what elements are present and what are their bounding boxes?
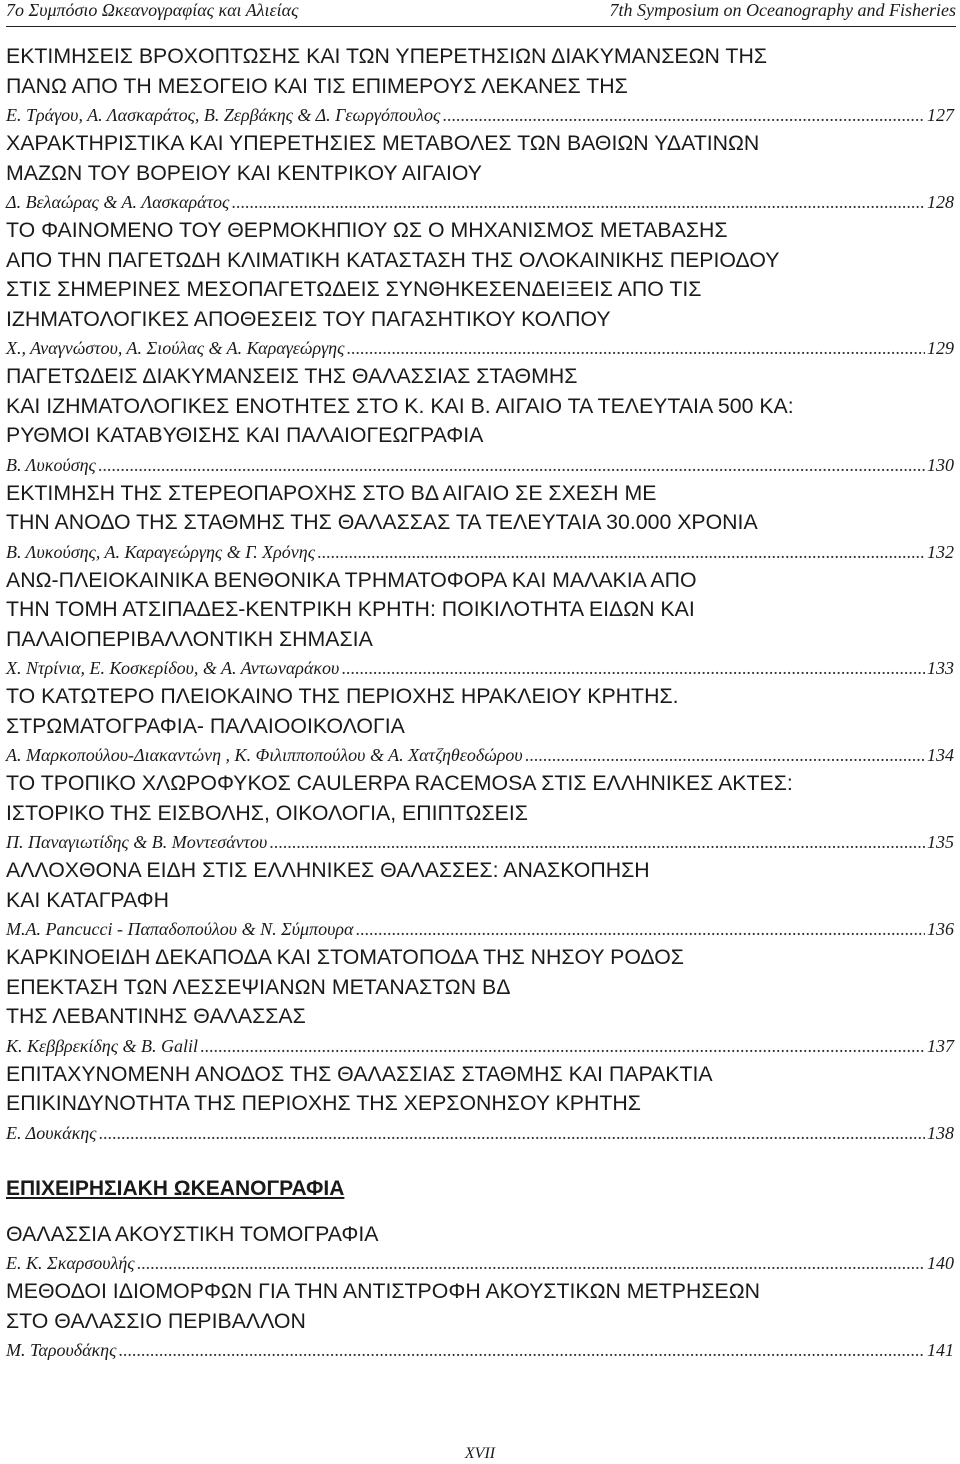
entry-authors: Κ. Κεββρεκίδης & Β. Galil (6, 1035, 199, 1056)
entry-page-number: 128 (927, 192, 954, 212)
toc-entry (6, 566, 954, 683)
entry-author-line (6, 1249, 954, 1277)
entry-authors: Μ.Α. Pancucci - Παπαδοπούλου & Ν. Σύμπουρα (6, 919, 354, 939)
entry-title-line: ΤΗΝ ΑΝΟΔΟ ΤΗΣ ΣΤΑΘΜΗΣ ΤΗΣ ΘΑΛΑΣΣΑΣ ΤΑ ΤΕΛΕΥΤΑΙΑ 30.000 ΧΡΟΝΙΑ (6, 510, 758, 534)
toc-entry (6, 216, 954, 362)
entry-authors: Μ. Ταρουδάκης (6, 1340, 117, 1360)
entry-page-number: 134 (927, 745, 954, 765)
entry-authors: Ε. Τράγου, Α. Λασκαράτος, Β. Ζερβάκης & Δ. Γεωργόπουλος (6, 105, 441, 125)
entry-authors: Ε. Δουκάκης (6, 1122, 97, 1143)
entry-page-number: 141 (927, 1340, 954, 1360)
toc-entry (6, 362, 954, 479)
page-number-footer: XVII (464, 1445, 496, 1462)
entry-title-line: ΕΠΙΤΑΧΥΝΟΜΕΝΗ ΑΝΟΔΟΣ ΤΗΣ ΘΑΛΑΣΣΙΑΣ ΣΤΑΘΜΗΣ ΚΑΙ ΠΑΡΑΚΤΙΑ (6, 1061, 713, 1086)
dot-leader (346, 334, 925, 362)
entry-title-line: ΑΛΛΟΧΘΟΝΑ ΕΙΔΗ ΣΤΙΣ ΕΛΛΗΝΙΚΕΣ ΘΑΛΑΣΣΕΣ: ΑΝΑΣΚΟΠΗΣΗ (6, 858, 650, 882)
entry-title-line: ΜΑΖΩΝ ΤΟΥ ΒΟΡΕΙΟΥ ΚΑΙ ΚΕΝΤΡΙΚΟΥ ΑΙΓΑΙΟΥ (6, 160, 482, 185)
entry-title-line: ΕΚΤΙΜΗΣΕΙΣ ΒΡΟΧΟΠΤΩΣΗΣ ΚΑΙ ΤΩΝ ΥΠΕΡΕΤΗΣΙΩΝ ΔΙΑΚΥΜΑΝΣΕΩΝ ΤΗΣ (6, 44, 767, 68)
entry-title-line: ΤΗΝ ΤΟΜΗ ΑΤΣΙΠΑΔΕΣ-ΚΕΝΤΡΙΚΗ ΚΡΗΤΗ: ΠΟΙΚΙΛΟΤΗΤΑ ΕΙΔΩΝ ΚΑΙ (6, 597, 695, 621)
entry-page-number: 129 (927, 338, 954, 358)
dot-leader (269, 828, 925, 856)
entry-title-line: ΚΑΙ ΚΑΤΑΓΡΑΦΗ (6, 887, 170, 912)
entry-page-number: 137 (927, 1035, 954, 1056)
toc-entry (6, 682, 954, 769)
dot-leader (118, 1336, 925, 1364)
dot-leader (525, 741, 925, 769)
dot-leader (98, 1119, 925, 1147)
entry-title-line: ΤΟ ΤΡΟΠΙΚΟ ΧΛΩΡΟΦΥΚΟΣ CAULERPA RACEMOSA ΣΤΙΣ ΕΛΛΗΝΙΚΕΣ ΑΚΤΕΣ: (6, 771, 793, 795)
section-entries (6, 1220, 954, 1365)
entry-title-line: ΠΑΓΕΤΩΔΕΙΣ ΔΙΑΚΥΜΑΝΣΕΙΣ ΤΗΣ ΘΑΛΑΣΣΙΑΣ ΣΤΑΘΜΗΣ (6, 364, 578, 388)
entry-author-line (6, 451, 954, 479)
entry-title-line: ΙΖΗΜΑΤΟΛΟΓΙΚΕΣ ΑΠΟΘΕΣΕΙΣ ΤΟΥ ΠΑΓΑΣΗΤΙΚΟΥ ΚΟΛΠΟΥ (6, 306, 611, 331)
entry-title-line: ΣΤΡΩΜΑΤΟΓΡΑΦΙΑ- ΠΑΛΑΙΟΟΙΚΟΛΟΓΙΑ (6, 713, 405, 738)
entry-author-line (6, 654, 954, 682)
entry-authors: Χ., Αναγνώστου, Α. Σιούλας & Α. Καραγεώργης (6, 338, 345, 358)
entry-page-number: 138 (927, 1122, 954, 1143)
entry-author-line (6, 538, 954, 566)
entry-page-number: 136 (927, 919, 954, 939)
entry-page-number: 140 (927, 1253, 954, 1273)
entry-author-line (6, 1336, 954, 1364)
section-heading: ΕΠΙΧΕΙΡΗΣΙΑΚΗ ΩΚΕΑΝΟΓΡΑΦΙΑ (6, 1176, 345, 1200)
toc-entry (6, 42, 954, 129)
entry-title-line: ΧΑΡΑΚΤΗΡΙΣΤΙΚΑ ΚΑΙ ΥΠΕΡΕΤΗΣΙΕΣ ΜΕΤΑΒΟΛΕΣ ΤΩΝ ΒΑΘΙΩΝ ΥΔΑΤΙΝΩΝ (6, 131, 760, 155)
toc-content (6, 42, 954, 1364)
toc-entry (6, 943, 954, 1060)
dot-leader (355, 915, 925, 943)
entry-title-line: ΣΤΙΣ ΣΗΜΕΡΙΝΕΣ ΜΕΣΟΠΑΓΕΤΩΔΕΙΣ ΣΥΝΘΗΚΕΣΕΝΔΕΙΞΕΙΣ ΑΠΟ ΤΙΣ (6, 277, 702, 301)
entry-authors: Β. Λυκούσης (6, 454, 96, 475)
entry-author-line (6, 828, 954, 856)
toc-entry (6, 479, 954, 566)
dot-leader (98, 451, 925, 479)
toc-entry (6, 1220, 954, 1278)
entry-authors: Β. Λυκούσης, Α. Καραγεώργης & Γ. Χρόνης (6, 541, 316, 562)
entry-page-number: 127 (927, 105, 954, 125)
entry-author-line (6, 188, 954, 216)
entry-authors: Α. Μαρκοπούλου-Διακαντώνη , Κ. Φιλιπποπούλου & Α. Χατζηθεοδώρου (6, 745, 523, 765)
entry-title-line: ΤΗΣ ΛΕΒΑΝΤΙΝΗΣ ΘΑΛΑΣΣΑΣ (6, 1004, 306, 1028)
entry-title-line: ΡΥΘΜΟΙ ΚΑΤΑΒΥΘΙΣΗΣ ΚΑΙ ΠΑΛΑΙΟΓΕΩΓΡΑΦΙΑ (6, 423, 484, 447)
toc-entry (6, 856, 954, 943)
header-right-text: 7th Symposium on Oceanography and Fisheries (609, 0, 956, 20)
entry-title-line: ΙΣΤΟΡΙΚΟ ΤΗΣ ΕΙΣΒΟΛΗΣ, ΟΙΚΟΛΟΓΙΑ, ΕΠΙΠΤΩΣΕΙΣ (6, 800, 528, 825)
entry-title-line: ΠΑΛΑΙΟΠΕΡΙΒΑΛΛΟΝΤΙΚΗ ΣΗΜΑΣΙΑ (6, 626, 373, 651)
entry-title-line: ΕΠΙΚΙΝΔΥΝΟΤΗΤΑ ΤΗΣ ΠΕΡΙΟΧΗΣ ΤΗΣ ΧΕΡΣΟΝΗΣΟΥ ΚΡΗΤΗΣ (6, 1091, 641, 1115)
entry-page-number: 132 (927, 541, 954, 562)
entry-author-line (6, 1119, 954, 1147)
entry-authors: Δ. Βελαώρας & Α. Λασκαράτος (6, 192, 230, 212)
header-left-text: 7ο Συμπόσιο Ωκεανογραφίας και Αλιείας (6, 0, 299, 20)
entry-page-number: 130 (927, 454, 954, 475)
entry-title-line: ΠΑΝΩ ΑΠΟ ΤΗ ΜΕΣΟΓΕΙΟ ΚΑΙ ΤΙΣ ΕΠΙΜΕΡΟΥΣ ΛΕΚΑΝΕΣ ΤΗΣ (6, 73, 628, 98)
entry-title-line: ΑΝΩ-ΠΛΕΙΟΚΑΙΝΙΚΑ ΒΕΝΘΟΝΙΚΑ ΤΡΗΜΑΤΟΦΟΡΑ ΚΑΙ ΜΑΛΑΚΙΑ ΑΠΟ (6, 567, 697, 592)
toc-entry (6, 1060, 954, 1147)
entry-title-line: ΣΤΟ ΘΑΛΑΣΣΙΟ ΠΕΡΙΒΑΛΛΟΝ (6, 1308, 306, 1333)
entry-authors: Ε. Κ. Σκαρσουλής (6, 1253, 135, 1273)
page-header (6, 0, 956, 27)
entry-author-line (6, 334, 954, 362)
entry-title-line: ΜΕΘΟΔΟΙ ΙΔΙΟΜΟΡΦΩΝ ΓΙΑ ΤΗΝ ΑΝΤΙΣΤΡΟΦΗ ΑΚΟΥΣΤΙΚΩΝ ΜΕΤΡΗΣΕΩΝ (6, 1279, 761, 1303)
entry-title-line: ΑΠΟ ΤΗΝ ΠΑΓΕΤΩΔΗ ΚΛΙΜΑΤΙΚΗ ΚΑΤΑΣΤΑΣΗ ΤΗΣ ΟΛΟΚΑΙΝΙΚΗΣ ΠΕΡΙΟΔΟΥ (6, 247, 780, 272)
dot-leader (137, 1249, 925, 1277)
dot-leader (317, 538, 925, 566)
entry-author-line (6, 741, 954, 769)
entry-title-line: ΤΟ ΚΑΤΩΤΕΡΟ ΠΛΕΙΟΚΑΙΝΟ ΤΗΣ ΠΕΡΙΟΧΗΣ ΗΡΑΚΛΕΙΟΥ ΚΡΗΤΗΣ. (6, 684, 679, 708)
entry-title-line: ΤΟ ΦΑΙΝΟΜΕΝΟ ΤΟΥ ΘΕΡΜΟΚΗΠΙΟΥ ΩΣ Ο ΜΗΧΑΝΙΣΜΟΣ ΜΕΤΑΒΑΣΗΣ (6, 218, 728, 242)
dot-leader (442, 101, 925, 129)
entry-authors: Π. Παναγιωτίδης & Β. Μοντεσάντου (6, 832, 268, 852)
entry-title-line: ΕΚΤΙΜΗΣΗ ΤΗΣ ΣΤΕΡΕΟΠΑΡΟΧΗΣ ΣΤΟ ΒΔ ΑΙΓΑΙΟ ΣΕ ΣΧΕΣΗ ΜΕ (6, 480, 657, 505)
toc-entry (6, 129, 954, 216)
dot-leader (231, 188, 925, 216)
entry-authors: Χ. Ντρίνια, Ε. Κοσκερίδου, & Α. Αντωναράκου (6, 658, 340, 678)
toc-entry (6, 1277, 954, 1364)
entry-page-number: 135 (927, 832, 954, 852)
entry-title-line: ΘΑΛΑΣΣΙΑ ΑΚΟΥΣΤΙΚΗ ΤΟΜΟΓΡΑΦΙΑ (6, 1221, 379, 1246)
entry-author-line (6, 915, 954, 943)
entry-page-number: 133 (927, 658, 954, 678)
toc-entries (6, 42, 954, 1147)
entry-title-line: ΕΠΕΚΤΑΣΗ ΤΩΝ ΛΕΣΣΕΨΙΑΝΩΝ ΜΕΤΑΝΑΣΤΩΝ ΒΔ (6, 974, 511, 999)
dot-leader (200, 1032, 925, 1060)
entry-title-line: ΚΑΙ ΙΖΗΜΑΤΟΛΟΓΙΚΕΣ ΕΝΟΤΗΤΕΣ ΣΤΟ Κ. ΚΑΙ Β. ΑΙΓΑΙΟ ΤΑ ΤΕΛΕΥΤΑΙΑ 500 ΚΑ: (6, 393, 794, 418)
entry-author-line (6, 101, 954, 129)
toc-entry (6, 769, 954, 856)
entry-title-line: ΚΑΡΚΙΝΟΕΙΔΗ ΔΕΚΑΠΟΔΑ ΚΑΙ ΣΤΟΜΑΤΟΠΟΔΑ ΤΗΣ ΝΗΣΟΥ ΡΟΔΟΣ (6, 945, 684, 969)
entry-author-line (6, 1032, 954, 1060)
dot-leader (341, 654, 925, 682)
